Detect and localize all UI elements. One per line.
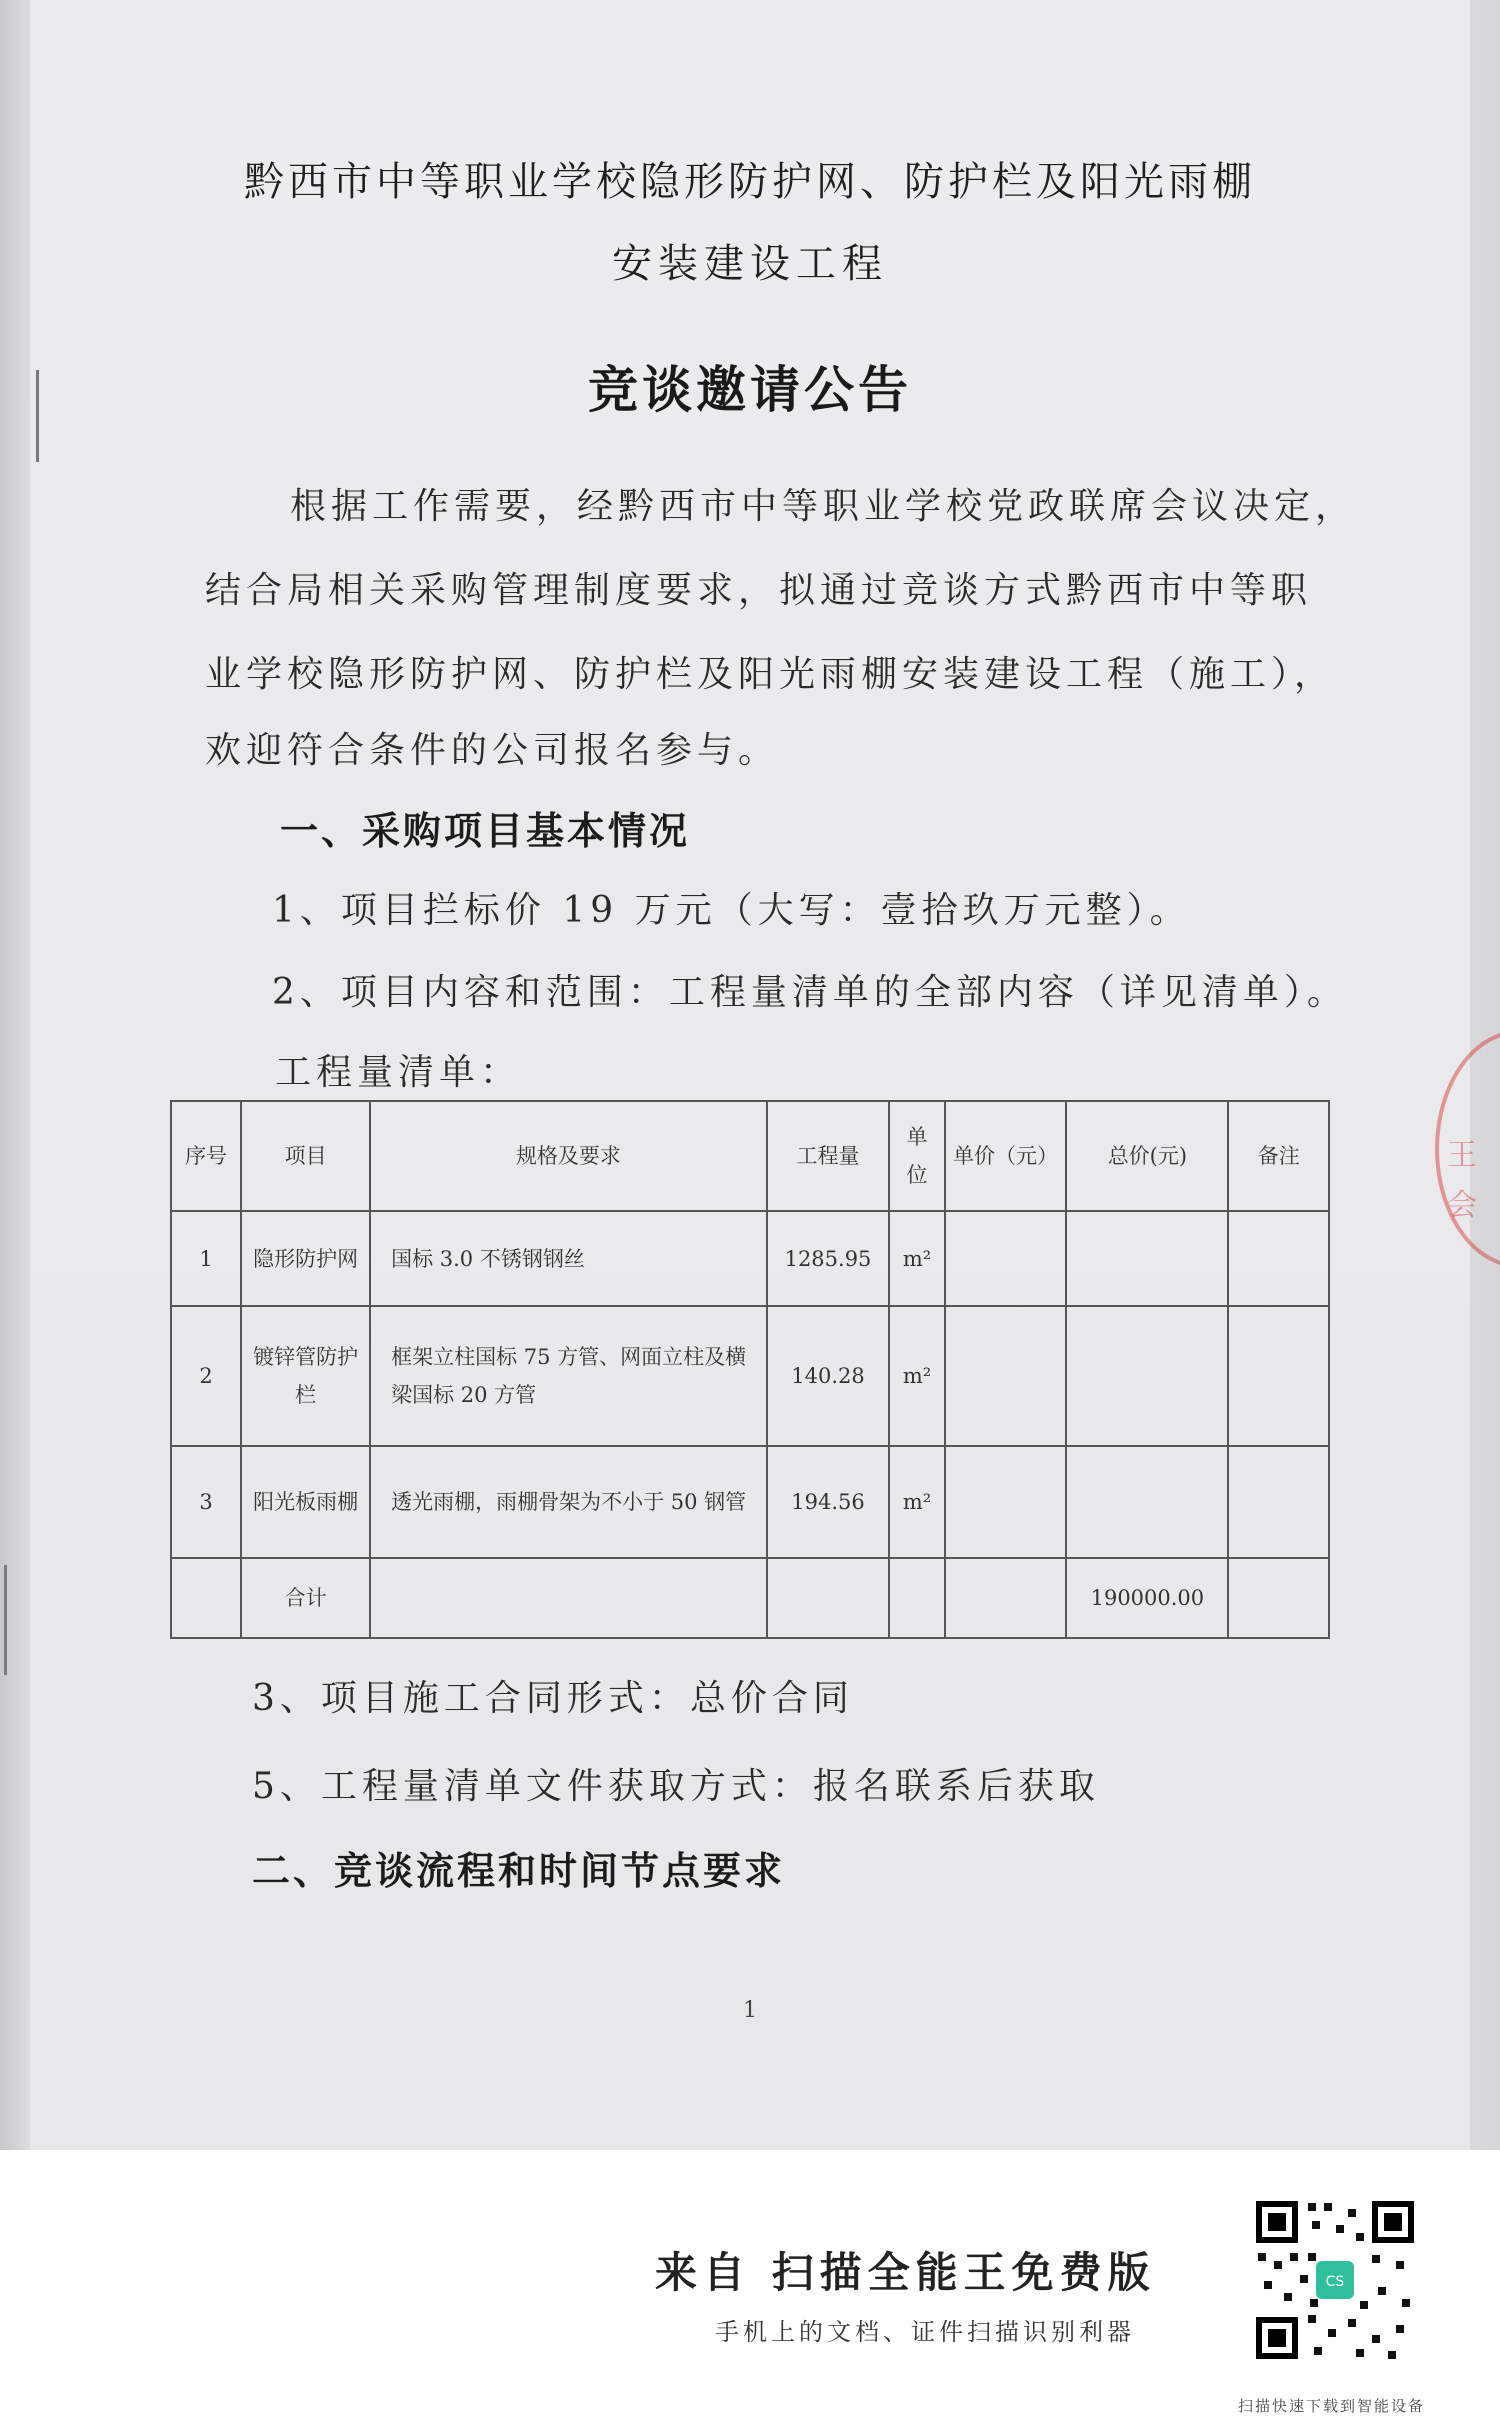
row-note (1228, 1211, 1329, 1306)
item-3: 3、项目施工合同形式：总价合同 (252, 1678, 854, 1719)
announcement-heading: 竞谈邀请公告 (588, 360, 912, 419)
row-price (945, 1446, 1067, 1558)
table-header-row (171, 1101, 1329, 1211)
row-unit: m² (889, 1211, 944, 1306)
row-item: 阳光板雨棚 (241, 1446, 370, 1558)
total-value: 190000.00 (1066, 1558, 1228, 1638)
row-item: 隐形防护网 (241, 1211, 370, 1306)
left-edge-mark-lower (4, 1565, 7, 1675)
header-note: 备注 (1228, 1101, 1329, 1211)
row-price (945, 1306, 1067, 1446)
row-note (1228, 1306, 1329, 1446)
footer-tagline: 手机上的文档、证件扫描识别利器 (715, 2318, 1135, 2346)
row-spec: 透光雨棚，雨棚骨架为不小于 50 钢管 (370, 1446, 767, 1558)
intro-line-3: 业学校隐形防护网、防护栏及阳光雨棚安装建设工程（施工）， (205, 654, 1336, 695)
intro-line-2: 结合局相关采购管理制度要求，拟通过竞谈方式黔西市中等职 (205, 570, 1313, 611)
item-2: 2、项目内容和范围：工程量清单的全部内容（详见清单）。 (272, 972, 1348, 1013)
intro-line-4: 欢迎符合条件的公司报名参与。 (205, 730, 780, 771)
section-2-heading: 二、竞谈流程和时间节点要求 (252, 1848, 786, 1893)
table-caption: 工程量清单： (275, 1052, 522, 1093)
stamp-fragment: 王 (1447, 1138, 1477, 1173)
item-1: 1、项目拦标价 19 万元（大写：壹拾玖万元整）。 (272, 890, 1191, 931)
row-total (1066, 1306, 1228, 1446)
row-price (945, 1211, 1067, 1306)
table-row (171, 1306, 1329, 1446)
row-total (1066, 1446, 1228, 1558)
item-5: 5、工程量清单文件获取方式：报名联系后获取 (252, 1766, 1100, 1807)
row-item: 镀锌管防护栏 (241, 1306, 370, 1446)
header-unit: 单位 (889, 1101, 944, 1211)
header-seq: 序号 (171, 1101, 241, 1211)
document-title-line1: 黔西市中等职业学校隐形防护网、防护栏及阳光雨棚 (244, 159, 1256, 205)
row-qty: 194.56 (767, 1446, 890, 1558)
header-qty: 工程量 (767, 1101, 890, 1211)
section-1-heading: 一、采购项目基本情况 (280, 808, 691, 853)
row-qty: 140.28 (767, 1306, 890, 1446)
row-seq: 3 (171, 1446, 241, 1558)
row-unit: m² (889, 1446, 944, 1558)
row-qty: 1285.95 (767, 1211, 890, 1306)
row-seq: 1 (171, 1211, 241, 1306)
intro-line-1: 根据工作需要，经黔西市中等职业学校党政联席会议决定， (290, 486, 1357, 527)
header-spec: 规格及要求 (370, 1101, 767, 1211)
footer-source-label: 来自 扫描全能王免费版 (655, 2248, 1156, 2297)
row-note (1228, 1446, 1329, 1558)
row-unit: m² (889, 1306, 944, 1446)
header-price: 单价（元） (945, 1101, 1067, 1211)
bill-of-quantities-table (170, 1100, 1330, 1639)
stamp-fragment: 会 (1447, 1188, 1477, 1223)
header-item: 项目 (241, 1101, 370, 1211)
row-spec: 国标 3.0 不锈钢钢丝 (370, 1211, 767, 1306)
document-page (30, 0, 1470, 2150)
header-total: 总价(元) (1066, 1101, 1228, 1211)
row-total (1066, 1211, 1228, 1306)
qr-logo-text: CS (1325, 2274, 1345, 2290)
table-total-row (171, 1558, 1329, 1638)
row-seq: 2 (171, 1306, 241, 1446)
total-label: 合计 (241, 1558, 370, 1638)
table-row (171, 1211, 1329, 1306)
qr-caption: 扫描快速下载到智能设备 (1238, 2397, 1426, 2415)
document-title-line2: 安装建设工程 (612, 241, 888, 287)
table-row (171, 1446, 1329, 1558)
row-spec: 框架立柱国标 75 方管、网面立柱及横梁国标 20 方管 (370, 1306, 767, 1446)
qr-code-icon (1250, 2195, 1420, 2365)
page-number: 1 (743, 1998, 757, 2023)
